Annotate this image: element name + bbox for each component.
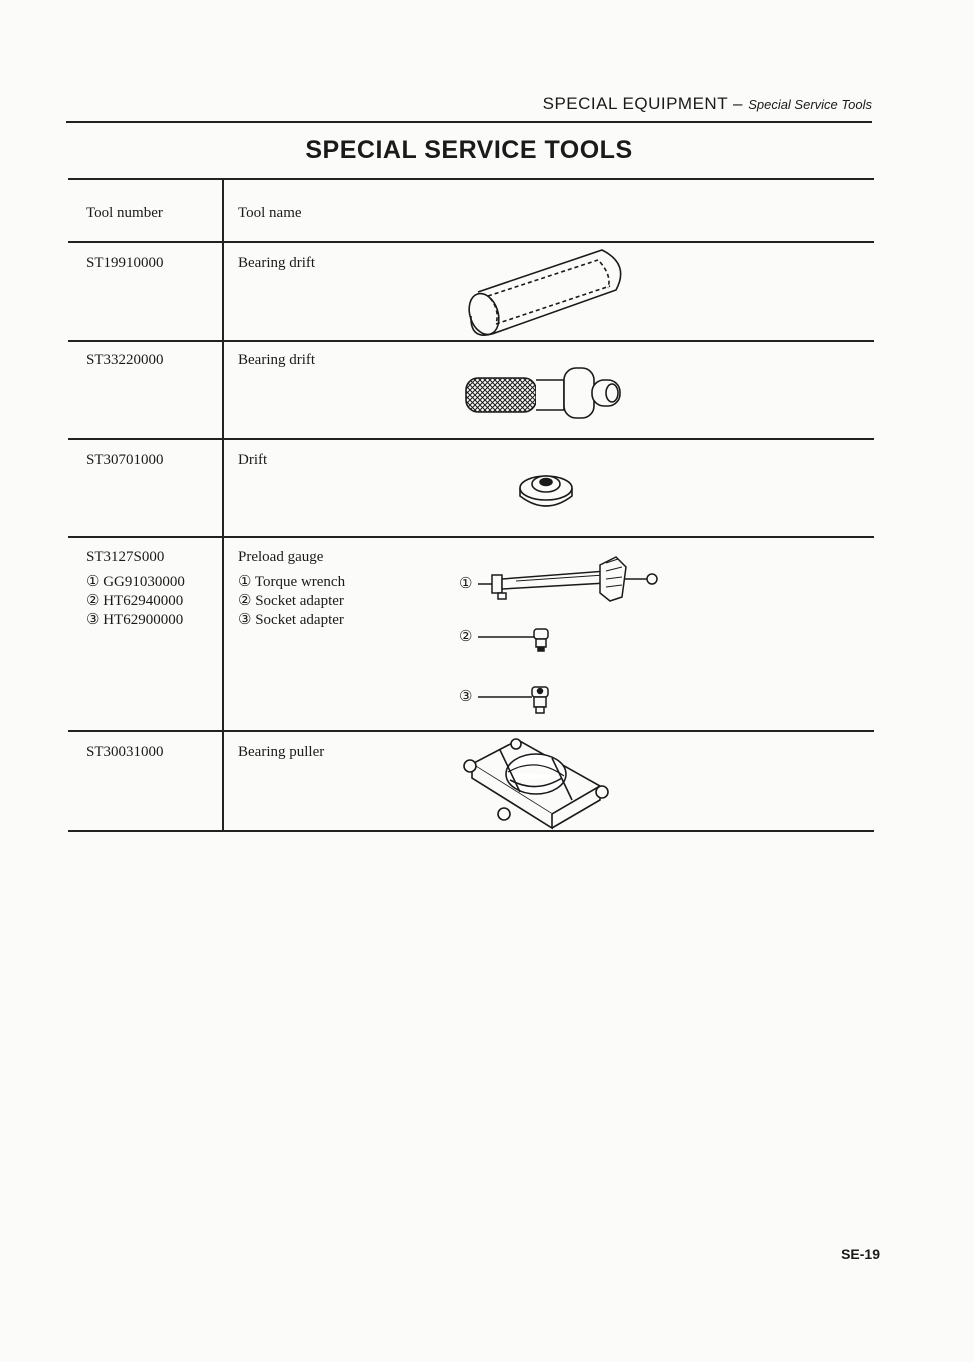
header-subsection: Special Service Tools	[748, 97, 872, 112]
torque-wrench-set-icon	[476, 553, 676, 717]
tool-name: Drift	[238, 452, 268, 468]
tool-number: ST30701000	[86, 452, 164, 468]
column-header-tool-number: Tool number	[86, 205, 163, 221]
sub-tool-number: ② HT62940000	[86, 593, 184, 609]
table-rule-top	[68, 178, 874, 180]
running-header	[66, 94, 872, 114]
tool-name: Bearing puller	[238, 744, 325, 760]
tool-name: Preload gauge	[238, 549, 324, 565]
callout-3: ③	[459, 689, 473, 705]
page-number: SE-19	[841, 1246, 880, 1262]
callout-2: ②	[459, 629, 473, 645]
header-section: SPECIAL EQUIPMENT	[542, 94, 728, 113]
sub-tool-number: ③ HT62900000	[86, 612, 184, 628]
bearing-puller-icon	[460, 734, 620, 830]
sub-tool-name: ③ Socket adapter	[238, 612, 344, 628]
column-header-tool-name: Tool name	[238, 205, 302, 221]
tools-table	[68, 178, 874, 832]
sub-tool-number: ① GG91030000	[86, 574, 185, 590]
knurled-drift-icon	[460, 360, 630, 422]
table-rule-header	[68, 241, 874, 243]
table-column-divider	[222, 178, 224, 832]
table-rule-row	[68, 536, 874, 538]
page-title: SPECIAL SERVICE TOOLS	[305, 136, 633, 164]
table-rule-row	[68, 438, 874, 440]
cylindrical-drift-icon	[452, 244, 632, 340]
tool-number: ST19910000	[86, 255, 164, 271]
tool-name: Bearing drift	[238, 352, 316, 368]
tool-number: ST3127S000	[86, 549, 165, 565]
table-rule-row	[68, 730, 874, 732]
tool-name: Bearing drift	[238, 255, 316, 271]
tool-number: ST30031000	[86, 744, 164, 760]
sub-tool-name: ① Torque wrench	[238, 574, 346, 590]
table-rule-row	[68, 340, 874, 342]
header-rule	[66, 121, 872, 123]
callout-1: ①	[459, 576, 473, 592]
table-rule-bottom	[68, 830, 874, 832]
header-dash: –	[727, 94, 749, 113]
cup-drift-icon	[514, 462, 578, 514]
tool-number: ST33220000	[86, 352, 164, 368]
sub-tool-name: ② Socket adapter	[238, 593, 344, 609]
